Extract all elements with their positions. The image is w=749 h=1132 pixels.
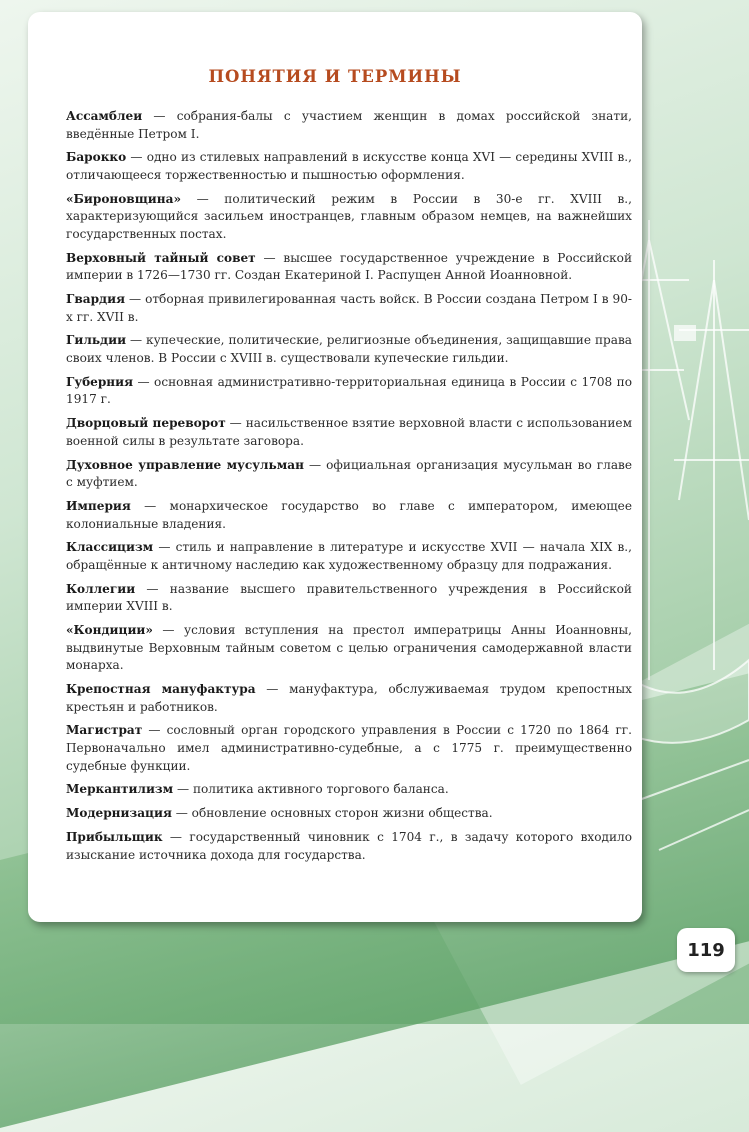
glossary-entry — [66, 108, 632, 143]
glossary-definition: — высшее государственное учреждение в Российской империи в 1726—1730 гг. Создан Екатериной I. Распущен Анной Иоанновной. — [66, 250, 633, 283]
glossary-entry — [66, 191, 632, 244]
glossary-entry — [66, 781, 632, 799]
glossary-entry — [66, 332, 632, 367]
glossary-definition: — политика активного торгового баланса. — [173, 782, 449, 797]
glossary-entry — [66, 457, 632, 492]
glossary-definition: — мануфактура, обслуживаемая трудом крепостных крестьян и работников. — [66, 682, 632, 714]
glossary-definition: — сословный орган городского управления в России с 1720 по 1864 гг. Первоначально имел административно-судебные, а с 1775 г. преимущественно судебные функции. — [66, 723, 632, 773]
glossary-term: Модернизация — [66, 806, 172, 821]
glossary-definition: — основная административно-территориальная единица в России с 1708 по 1917 г. — [66, 374, 632, 407]
glossary-term: Гвардия — [66, 292, 126, 307]
glossary-entry — [66, 415, 632, 450]
glossary-definition: — отборная привилегированная часть войск. В России создана Петром I в 90-х гг. XVII в. — [66, 292, 632, 324]
glossary-definition: — обновление основных сторон жизни общества. — [171, 806, 493, 821]
glossary-term: Губерния — [66, 374, 134, 389]
glossary-definition: — собрания-балы с участием женщин в домах российской знати, введённые Петром I. — [66, 109, 632, 141]
glossary-term: Барокко — [66, 150, 127, 165]
glossary-definition: — политический режим в России в 30-е гг. XVIII в., характеризующийся засильем иностранцев, главным образом немцев, на важнейших государственных постах. — [66, 191, 632, 241]
glossary-entry — [66, 539, 632, 574]
glossary-definition: — монархическое государство во главе с императором, имеющее колониальные владения. — [66, 498, 632, 531]
glossary-entry — [66, 722, 632, 775]
glossary-definition: — официальная организация мусульман во главе с муфтием. — [66, 457, 632, 490]
glossary-term: Гильдии — [66, 333, 127, 348]
glossary-entry — [66, 291, 632, 326]
glossary-term: Крепостная мануфактура — [66, 682, 256, 697]
glossary-definition: — купеческие, политические, религиозные объединения, защищавшие права своих членов. В России с XVIII в. существовали купеческие гильдии. — [66, 333, 632, 366]
glossary-entry — [66, 805, 632, 823]
terms-card — [28, 12, 642, 922]
page-number: 119 — [677, 928, 735, 972]
terms-list — [66, 108, 632, 870]
glossary-term: Прибыльщик — [66, 829, 163, 844]
glossary-term: Меркантилизм — [66, 782, 174, 797]
glossary-definition: — название высшего правительственного учреждения в Российской империи XVIII в. — [66, 581, 632, 614]
glossary-entry — [66, 498, 632, 533]
glossary-term: «Кондиции» — [66, 623, 153, 638]
glossary-term: Дворцовый переворот — [66, 416, 226, 431]
glossary-definition: — стиль и направление в литературе и искусстве XVII — начала XIX в., обращённые к античному наследию как художественному образцу для подражания. — [66, 540, 632, 572]
glossary-term: Верховный тайный совет — [66, 250, 256, 265]
glossary-entry — [66, 829, 632, 864]
glossary-definition: — государственный чиновник с 1704 г., в задачу которого входило изыскание источника дохода для государства. — [66, 829, 632, 862]
glossary-definition: — насильственное взятие верховной власти с использованием военной силы в результате заговора. — [66, 416, 632, 448]
glossary-term: Ассамблеи — [66, 109, 143, 123]
page-title: ПОНЯТИЯ И ТЕРМИНЫ — [208, 67, 462, 86]
glossary-entry — [66, 374, 632, 409]
glossary-term: Империя — [66, 498, 131, 513]
glossary-entry — [66, 581, 632, 616]
glossary-term: Магистрат — [66, 723, 143, 738]
glossary-definition: — условия вступления на престол императрицы Анны Иоанновны, выдвинутые Верховным тайным советом с целью ограничения самодержавной власти монарха. — [66, 623, 632, 673]
glossary-entry — [66, 149, 632, 184]
glossary-entry — [66, 250, 632, 285]
glossary-entry — [66, 681, 632, 716]
glossary-term: Классицизм — [66, 540, 154, 555]
glossary-definition: — одно из стилевых направлений в искусстве конца XVI — середины XVIII в., отличающееся торжественностью и пышностью оформления. — [66, 150, 632, 182]
glossary-term: Духовное управление мусульман — [66, 457, 304, 472]
glossary-term: Коллегии — [66, 581, 136, 596]
glossary-entry — [66, 622, 632, 675]
glossary-term: «Бироновщина» — [66, 191, 182, 206]
